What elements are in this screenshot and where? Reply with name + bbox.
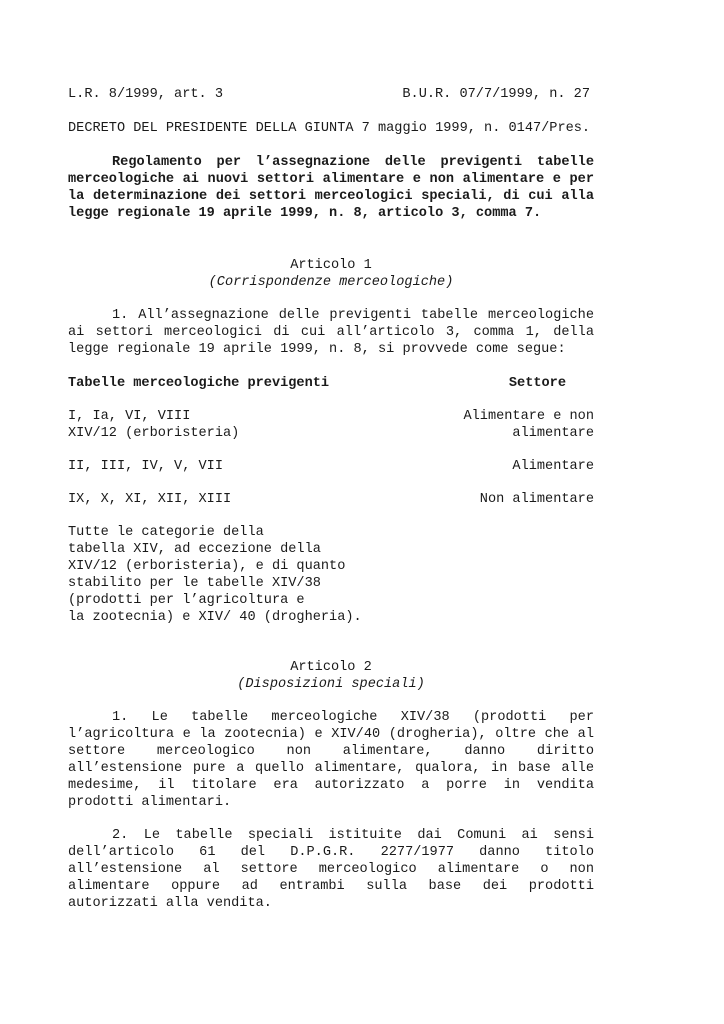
decree-line: DECRETO DEL PRESIDENTE DELLA GIUNTA 7 maggio 1999, n. 0147/Pres. xyxy=(68,121,591,136)
table-row xyxy=(68,491,594,508)
table-row xyxy=(68,408,594,442)
article-2-heading: Articolo 2 xyxy=(290,660,372,675)
article-1 xyxy=(68,257,594,626)
article-2-subtitle: (Disposizioni speciali) xyxy=(237,677,425,692)
article-1-heading: Articolo 1 xyxy=(290,258,372,273)
table-note: Tutte le categorie della tabella XIV, ad eccezione della XIV/12 (erboristeria), e di quanto stabilito per le tabelle XIV/38 (prodotti per l’agricoltura e la zootecnia) e XIV/ 40 (drogheria). xyxy=(68,525,362,625)
table-cell-sector: Non alimentare xyxy=(479,492,594,507)
bulletin-reference: B.U.R. 07/7/1999, n. 27 xyxy=(402,87,590,102)
document-header xyxy=(68,86,594,103)
article-1-subtitle: (Corrispondenze merceologiche) xyxy=(208,275,454,290)
document-page xyxy=(68,86,594,912)
table-col-sector-header: Settore xyxy=(508,376,566,391)
law-reference: L.R. 8/1999, art. 3 xyxy=(68,87,223,102)
article-1-paragraph: 1. All’assegnazione delle previgenti tabelle merceologiche ai settori merceologici di cui all’articolo 3, comma 1, della legge regionale 19 aprile 1999, n. 8, si provvede come segue: xyxy=(68,308,594,357)
table-cell-tables: I, Ia, VI, VIII XIV/12 (erboristeria) xyxy=(68,409,240,441)
table-row xyxy=(68,458,594,475)
article-2-paragraph-1: 1. Le tabelle merceologiche XIV/38 (prodotti per l’agricoltura e la zootecnia) e XIV/40 (drogheria), oltre che al settore merceologico non alimentare, danno diritto all’estensione pure a quello alimentare, qualora, in base alle medesime, il titolare era autorizzato a porre in vendita prodotti alimentari. xyxy=(68,710,594,810)
table-header xyxy=(68,375,594,392)
table-cell-sector: Alimentare xyxy=(512,459,594,474)
article-2 xyxy=(68,659,594,912)
regulation-title: Regolamento per l’assegnazione delle previgenti tabelle merceologiche ai nuovi settori alimentare e non alimentare e per la determinazione dei settori merceologici speciali, di cui alla legge regionale 19 aprile 1999, n. 8, articolo 3, comma 7. xyxy=(68,155,594,221)
article-2-paragraph-2: 2. Le tabelle speciali istituite dai Comuni ai sensi dell’articolo 61 del D.P.G.R. 2277/1977 danno titolo all’estensione al settore merceologico alimentare o non alimentare oppure ad entrambi sulla base dei prodotti autorizzati alla vendita. xyxy=(68,828,594,911)
table-cell-tables: II, III, IV, V, VII xyxy=(68,459,223,474)
table-cell-sector: Alimentare e non alimentare xyxy=(463,409,594,441)
table-cell-tables: IX, X, XI, XII, XIII xyxy=(68,492,232,507)
table-col-tables-header: Tabelle merceologiche previgenti xyxy=(68,376,330,391)
